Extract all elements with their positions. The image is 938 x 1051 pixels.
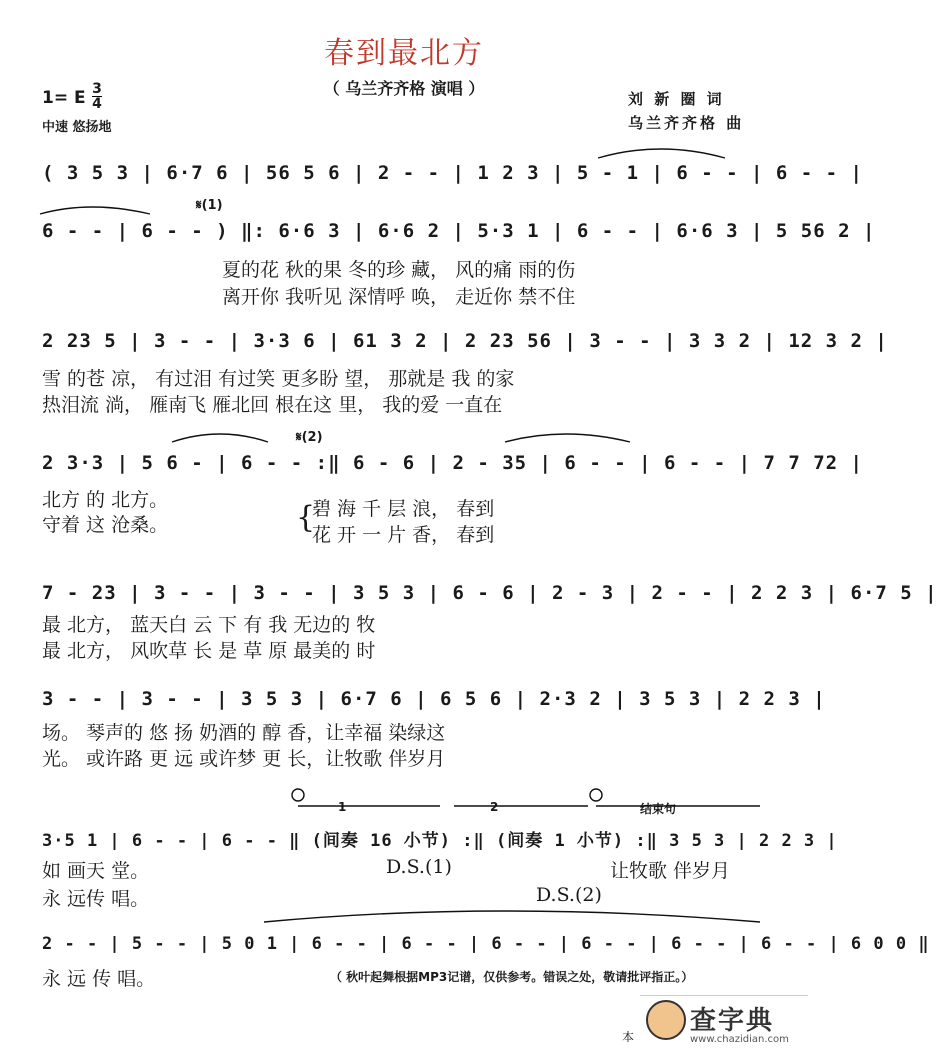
- lyricist-credit: 刘 新 圈 词: [628, 90, 725, 108]
- watermark-url: www.chazidian.com: [690, 1034, 789, 1045]
- singer-line: （ 乌兰齐齐格 演唱 ）: [323, 79, 485, 98]
- ds-1: D.S.(1): [386, 856, 452, 878]
- notation-row-8: 2 - - | 5 - - | 5 0 1 | 6 - - | 6 - - | 6 - - | 6 - - | 6 - - | 6 - - | 6 0 0 ‖: [42, 934, 930, 954]
- lyric-row-2-verse-1: 夏的花 秋的果 冬的珍 藏， 风的痛 雨的伤: [222, 259, 576, 281]
- notation-row-2: 6 - - | 6 - - ) ‖: 6·6 3 | 6·6 2 | 5·3 1 | 6 - - | 6·6 3 | 5 56 2 |: [42, 220, 876, 242]
- segno-1: 𝄋(1): [196, 198, 223, 213]
- volta-2-label: 2: [490, 800, 499, 814]
- lyric-row-4-verse-2: 守着 这 沧桑。: [42, 514, 169, 536]
- time-signature: 3 4: [92, 81, 102, 112]
- lyric-row-6-verse-1: 场。 琴声的 悠 扬 奶酒的 醇 香，让幸福 染绿这: [42, 722, 446, 744]
- lyric-row-3-verse-1: 雪 的苍 凉， 有过泪 有过笑 更多盼 望， 那就是 我 的家: [42, 368, 515, 390]
- tie-arc: [598, 149, 725, 158]
- notation-row-3: 2 23 5 | 3 - - | 3·3 6 | 61 3 2 | 2 23 56 | 3 - - | 3 3 2 | 12 3 2 |: [42, 330, 888, 352]
- tie-arc: [505, 434, 630, 442]
- transcription-note: （ 秋叶起舞根据MP3记谱，仅供参考。错误之处，敬请批评指正。）: [330, 970, 694, 984]
- lyric-row-6-verse-2: 光。 或许路 更 远 或许梦 更 长，让牧歌 伴岁月: [42, 748, 446, 770]
- tie-arc: [40, 207, 150, 214]
- ending-label: 结束句: [640, 802, 677, 816]
- composer-credit: 乌兰齐齐格 曲: [628, 114, 745, 132]
- song-title: 春到最北方: [324, 36, 484, 71]
- lyric-row-5-verse-2: 最 北方， 风吹草 长 是 草 原 最美的 时: [42, 640, 376, 662]
- lyric-row-7-verse-2: 永 远传 唱。: [42, 888, 150, 910]
- coda-icon: [590, 789, 602, 801]
- lyric-row-5-verse-1: 最 北方， 蓝天白 云 下 有 我 无边的 牧: [42, 614, 376, 636]
- lyric-row-4-brace-1: 碧 海 千 层 浪， 春到: [312, 498, 495, 520]
- tie-arc: [264, 911, 760, 922]
- tie-arc: [172, 434, 268, 442]
- lyric-row-8: 永 远 传 唱。: [42, 968, 156, 990]
- lyric-row-7-verse-1: 如 画天 堂。: [42, 860, 150, 882]
- ds-2: D.S.(2): [536, 884, 602, 906]
- mascot-icon: [646, 1000, 686, 1040]
- lyric-row-7-ending: 让牧歌 伴岁月: [610, 860, 731, 882]
- coda-icon: [292, 789, 304, 801]
- notation-row-5: 7 - 23 | 3 - - | 3 - - | 3 5 3 | 6 - 6 | 2 - 3 | 2 - - | 2 2 3 | 6·7 5 |: [42, 582, 938, 604]
- tempo-marking: 中速 悠扬地: [42, 120, 112, 135]
- lyric-row-3-verse-2: 热泪流 淌， 雁南飞 雁北回 根在这 里， 我的爱 一直在: [42, 394, 503, 416]
- notation-row-7: 3·5 1 | 6 - - | 6 - - ‖ (间奏 16 小节) :‖ (间奏 1 小节) :‖ 3 5 3 | 2 2 3 |: [42, 831, 838, 851]
- segno-2: 𝄋(2): [296, 430, 323, 445]
- notation-row-4: 2 3·3 | 5 6 - | 6 - - :‖ 6 - 6 | 2 - 35 | 6 - - | 6 - - | 7 7 72 |: [42, 452, 863, 474]
- notation-row-1: ( 3 5 3 | 6·7 6 | 56 5 6 | 2 - - | 1 2 3 | 5 - 1 | 6 - - | 6 - - |: [42, 162, 863, 184]
- lyric-row-2-verse-2: 离开你 我听见 深情呼 唤， 走近你 禁不住: [222, 286, 576, 308]
- lyric-brace: {: [296, 500, 316, 535]
- lyric-row-4-verse-1: 北方 的 北方。: [42, 489, 169, 511]
- key-signature: 1= E: [42, 88, 86, 108]
- ben-char: 本: [622, 1030, 635, 1044]
- lyric-row-4-brace-2: 花 开 一 片 香， 春到: [312, 524, 495, 546]
- watermark-logo-text: 查字典: [690, 1006, 775, 1036]
- volta-1-label: 1: [338, 800, 347, 814]
- notation-row-6: 3 - - | 3 - - | 3 5 3 | 6·7 6 | 6 5 6 | 2·3 2 | 3 5 3 | 2 2 3 |: [42, 688, 826, 710]
